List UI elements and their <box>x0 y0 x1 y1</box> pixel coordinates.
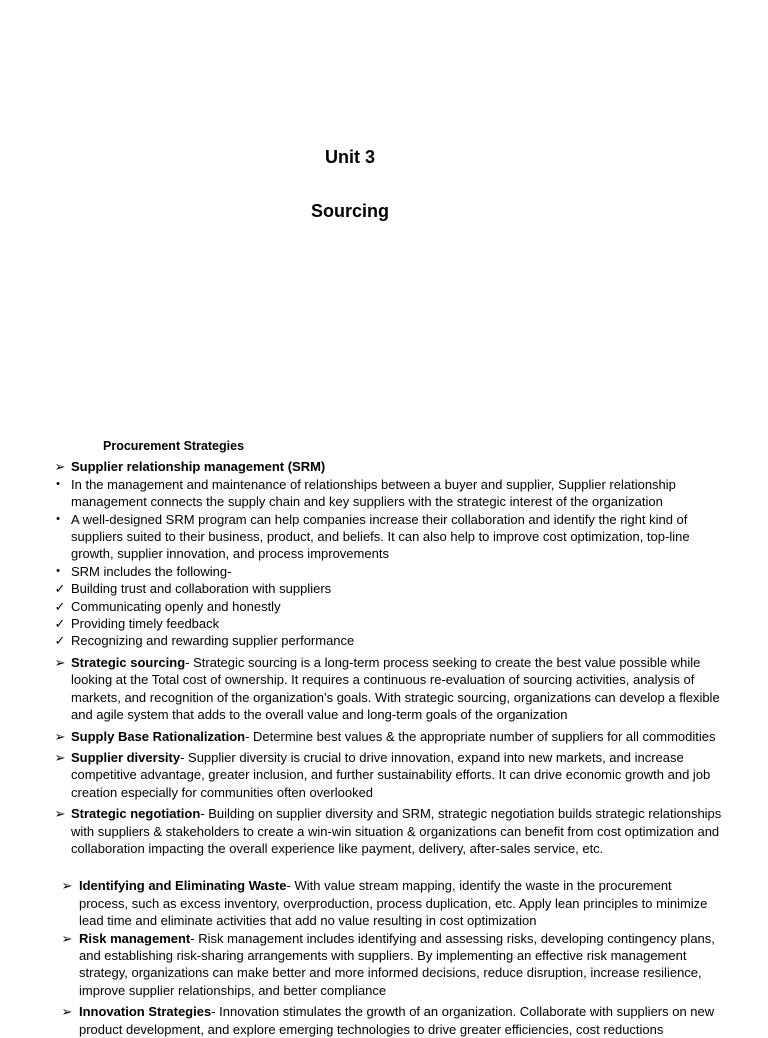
dot-bullet-icon: • <box>56 512 60 525</box>
list-item: • SRM includes the following- <box>0 563 768 580</box>
dot-bullet-icon: • <box>56 564 60 577</box>
arrow-bullet-icon: ➢ <box>61 930 73 946</box>
list-item: • In the management and maintenance of relationships between a buyer and supplier, Supplier relationship management connects the supply chain and key suppliers with the strategic interest of the organization <box>0 476 768 511</box>
check-icon: ✓ <box>54 633 66 649</box>
arrow-bullet-icon: ➢ <box>54 749 66 765</box>
list-item: • A well-designed SRM program can help companies increase their collaboration and identify the right kind of suppliers suited to their business, product, and beliefs. It can also help to improve cost optimization, top-line growth, supplier innovation, and process improvements <box>0 511 768 563</box>
arrow-bullet-icon: ➢ <box>54 728 66 744</box>
dot-bullet-icon: • <box>56 477 60 490</box>
list-item: ➢ Strategic negotiation- Building on supplier diversity and SRM, strategic negotiation builds strategic relationships with suppliers & stakeholders to create a win-win situation & organizations can benefit from cost optimization and collaboration impacting the overall experience like payment, delivery, after-sales service, etc. <box>0 805 768 857</box>
arrow-bullet-icon: ➢ <box>54 654 66 670</box>
list-item: ✓ Recognizing and rewarding supplier performance <box>0 632 768 649</box>
list-item: ➢ Identifying and Eliminating Waste- With value stream mapping, identify the waste in the procurement process, such as excess inventory, overproduction, process duplication, etc. Apply lean principles to minimize lead time and eliminate activities that add no value resulting in cost optimization <box>0 877 768 929</box>
list-item: ➢ Strategic sourcing- Strategic sourcing is a long-term process seeking to create the best value possible while looking at the Total cost of ownership. It requires a continuous re-evaluation of sourcing activities, analysis of markets, and recognition of the organization’s goals. With strategic sourcing, organizations can develop a flexible and agile system that adds to the overall value and long-term goals of the organization <box>0 654 768 724</box>
sourcing-title: Sourcing <box>310 201 389 221</box>
check-icon: ✓ <box>54 616 66 632</box>
strategy-list-continued <box>0 877 768 1038</box>
list-item: ➢ Risk management- Risk management includes identifying and assessing risks, developing contingency plans, and establishing risk-sharing arrangements with suppliers. By implementing an effective risk management strategy, organizations can make better and more informed decisions, reduce disruption, increase resilience, improve supplier relationships, and better compliance <box>0 930 768 1000</box>
list-item: ➢ Innovation Strategies- Innovation stimulates the growth of an organization. Collaborate with suppliers on new product development, and explore emerging technologies to drive greater efficiencies, cost reductions <box>0 1003 768 1038</box>
document-body <box>0 438 768 1038</box>
strategy-list <box>0 458 768 857</box>
arrow-bullet-icon: ➢ <box>54 806 66 822</box>
list-item: ➢ Supply Base Rationalization- Determine best values & the appropriate number of suppliers for all commodities <box>0 728 768 745</box>
list-item: ➢ Supplier relationship management (SRM) <box>0 458 768 475</box>
arrow-bullet-icon: ➢ <box>61 1004 73 1020</box>
list-item: ✓ Building trust and collaboration with suppliers <box>0 580 768 597</box>
unit-title: Unit 3 <box>324 147 375 167</box>
check-icon: ✓ <box>54 598 66 614</box>
arrow-bullet-icon: ➢ <box>54 459 66 475</box>
check-icon: ✓ <box>54 581 66 597</box>
list-item: ✓ Providing timely feedback <box>0 615 768 632</box>
list-item: ➢ Supplier diversity- Supplier diversity is crucial to drive innovation, expand into new markets, and increase competitive advantage, greater inclusion, and further sustainability efforts. It can drive economic growth and job creation especially for communities often overlooked <box>0 749 768 801</box>
section-heading: Procurement Strategies <box>103 439 245 453</box>
arrow-bullet-icon: ➢ <box>61 878 73 894</box>
list-item: ✓ Communicating openly and honestly <box>0 598 768 615</box>
